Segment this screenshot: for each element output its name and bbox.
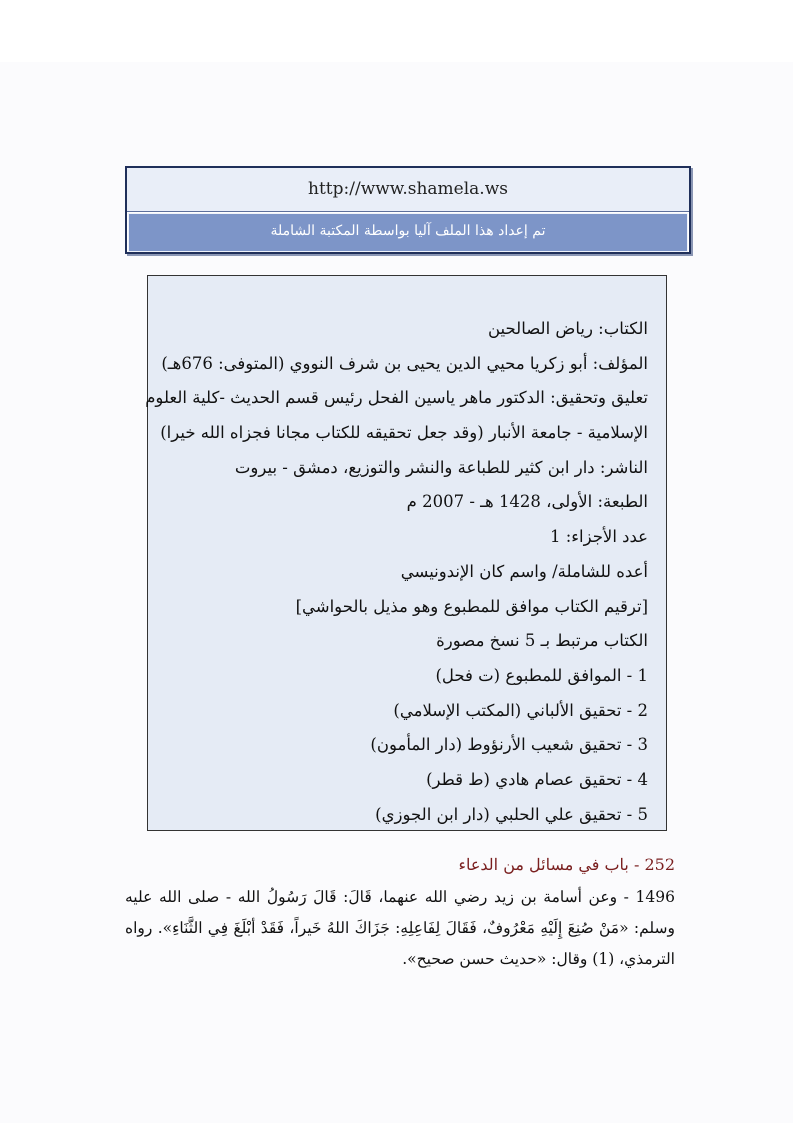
scan-item-1: 1 - الموافق للمطبوع (ت فحل) (435, 665, 648, 685)
scans-line: الكتاب مرتبط بـ 5 نسخ مصورة (436, 631, 648, 651)
book-title-line: الكتاب: رياض الصالحين (487, 319, 648, 338)
publisher-line: الناشر: دار ابن كثير للطباعة والنشر والتوزيع، دمشق - بيروت (234, 457, 648, 477)
numbering-note-line: [ترقيم الكتاب موافق للمطبوع وهو مذيل بالحواشي] (295, 596, 648, 616)
site-url[interactable]: http://www.shamela.ws (127, 168, 689, 212)
scan-item-2: 2 - تحقيق الألباني (المكتب الإسلامي) (393, 700, 648, 720)
chapter-title: 252 - باب في مسائل من الدعاء (458, 855, 675, 874)
prepared-by-line: أعده للشاملة/ واسم كان الإندونيسي (400, 561, 648, 581)
edition-line: الطبعة: الأولى، 1428 هـ - 2007 م (406, 492, 648, 512)
volumes-line: عدد الأجزاء: 1 (549, 527, 648, 547)
author-line: المؤلف: أبو زكريا محيي الدين يحيى بن شرف النووي (المتوفى: 676هـ) (161, 353, 648, 373)
header-box (125, 166, 691, 254)
scan-item-4: 4 - تحقيق عصام هادي (ط قطر) (426, 769, 648, 789)
shamela-note: تم إعداد هذا الملف آليا بواسطة المكتبة الشاملة (128, 213, 688, 252)
scan-item-5: 5 - تحقيق علي الحلبي (دار ابن الجوزي) (375, 804, 648, 824)
editor-line: تعليق وتحقيق: الدكتور ماهر ياسين الفحل رئيس قسم الحديث -كلية العلوم (145, 388, 648, 408)
book-info-box (147, 275, 667, 831)
hadith-text: 1496 - وعن أسامة بن زيد رضي الله عنهما، قَالَ: قَالَ رَسُولُ الله - صلى الله عليه وسلم: «مَنْ صُنِعَ إِلَيْهِ مَعْرُوفٌ، فَقَالَ لِفَاعِلِهِ: جَزَاكَ اللهُ خَيراً، فَقَدْ أبْلَغَ فِي الثَّنَاءِ». رواه الترمذي، (1) وقال: «حديث حسن صحيح». (125, 888, 675, 968)
editor-line-cont: الإسلامية - جامعة الأنبار (وقد جعل تحقيقه للكتاب مجانا فجزاه الله خيرا) (160, 423, 648, 443)
body-text (125, 850, 675, 975)
scan-item-3: 3 - تحقيق شعيب الأرنؤوط (دار المأمون) (370, 735, 648, 755)
